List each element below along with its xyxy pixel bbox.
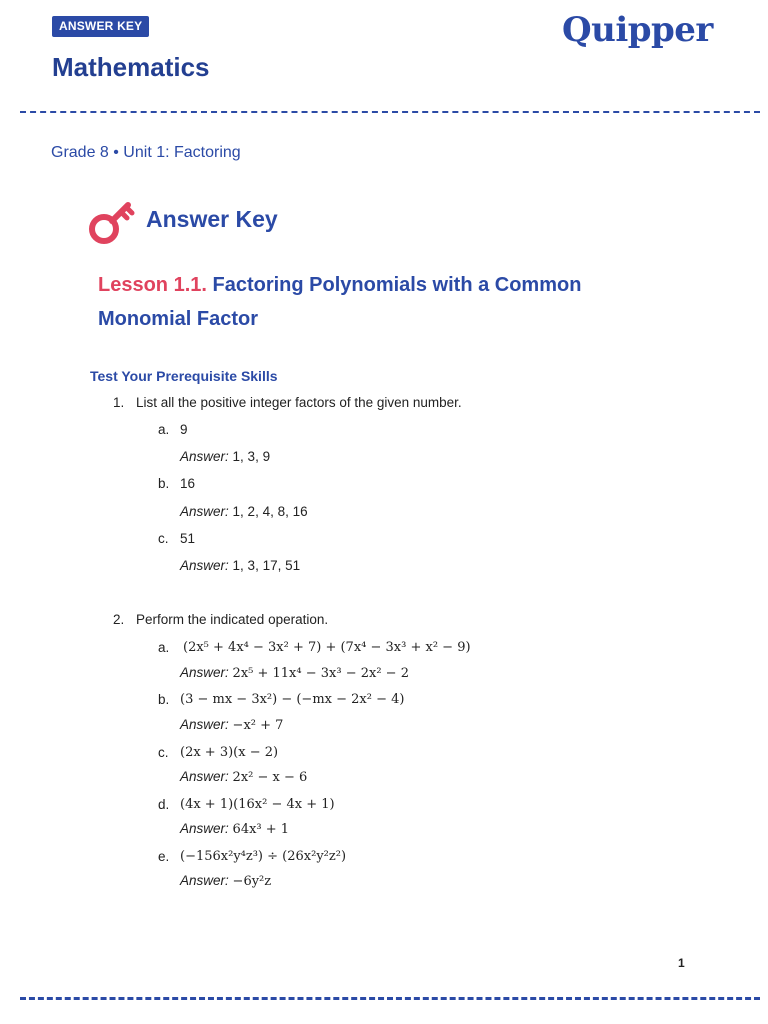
header-divider xyxy=(20,111,760,113)
q2c-answer xyxy=(180,769,307,785)
subject-title: Mathematics xyxy=(52,52,210,82)
q2c-letter: c. xyxy=(158,745,169,760)
answer-label: Answer: xyxy=(180,558,229,573)
answer-label: Answer: xyxy=(180,873,229,888)
answer-label: Answer: xyxy=(180,821,229,836)
q1a-answer xyxy=(180,449,270,464)
q2-number: 2. xyxy=(113,612,125,627)
q1-text: List all the positive integer factors of the given number. xyxy=(136,395,462,410)
answer-label: Answer: xyxy=(180,504,229,519)
answer-value: −x² + 7 xyxy=(232,718,284,733)
q2a-letter: a. xyxy=(158,640,170,655)
section-title: Test Your Prerequisite Skills xyxy=(90,368,278,384)
q2d-answer xyxy=(180,821,289,837)
answer-label: Answer: xyxy=(180,769,229,784)
q2d-prompt: (4x + 1)(16x² − 4x + 1) xyxy=(180,797,335,812)
key-icon xyxy=(86,196,138,248)
q1a-prompt: 9 xyxy=(180,422,188,437)
lesson-name: Factoring Polynomials with a Common Monomial Factor xyxy=(98,274,582,330)
answer-label: Answer: xyxy=(180,449,229,464)
answer-value: 2x⁵ + 11x⁴ − 3x³ − 2x² − 2 xyxy=(232,666,409,681)
q2b-answer xyxy=(180,717,283,733)
answer-label: Answer: xyxy=(180,665,229,680)
q2-text: Perform the indicated operation. xyxy=(136,612,329,627)
answer-value: 1, 3, 17, 51 xyxy=(232,558,301,573)
q2c-prompt: (2x + 3)(x − 2) xyxy=(180,745,279,760)
footer-divider xyxy=(20,997,760,1000)
answer-label: Answer: xyxy=(180,717,229,732)
course-breadcrumb: Grade 8 • Unit 1: Factoring xyxy=(51,144,241,161)
q2a-answer xyxy=(180,665,409,681)
answer-value: 1, 3, 9 xyxy=(232,449,271,464)
q1b-answer xyxy=(180,504,308,519)
q1c-letter: c. xyxy=(158,531,169,546)
q1-number: 1. xyxy=(113,395,125,410)
q2e-letter: e. xyxy=(158,849,170,864)
answer-value: 2x² − x − 6 xyxy=(232,770,308,785)
q1c-prompt: 51 xyxy=(180,531,196,546)
brand-logo: Quipper xyxy=(562,10,713,50)
q1a-letter: a. xyxy=(158,422,170,437)
q2a-prompt: (2x⁵ + 4x⁴ − 3x² + 7) + (7x⁴ − 3x³ + x² − 9) xyxy=(183,640,471,655)
answer-key-title: Answer Key xyxy=(146,206,278,232)
q1b-prompt: 16 xyxy=(180,476,196,491)
q2b-prompt: (3 − mx − 3x²) − (−mx − 2x² − 4) xyxy=(180,692,405,707)
answer-value: −6y²z xyxy=(232,874,272,889)
lesson-number: Lesson 1.1. xyxy=(98,274,207,296)
q1b-letter: b. xyxy=(158,476,170,491)
lesson-title xyxy=(98,268,658,336)
q2e-prompt: (−156x²y⁴z³) ÷ (26x²y²z²) xyxy=(180,849,347,864)
answer-value: 1, 2, 4, 8, 16 xyxy=(232,504,308,519)
q2d-letter: d. xyxy=(158,797,170,812)
q1c-answer xyxy=(180,558,300,573)
q2b-letter: b. xyxy=(158,692,170,707)
answer-key-badge: ANSWER KEY xyxy=(52,16,149,37)
q2e-answer xyxy=(180,873,271,889)
answer-value: 64x³ + 1 xyxy=(232,822,290,837)
page-number: 1 xyxy=(678,956,685,970)
